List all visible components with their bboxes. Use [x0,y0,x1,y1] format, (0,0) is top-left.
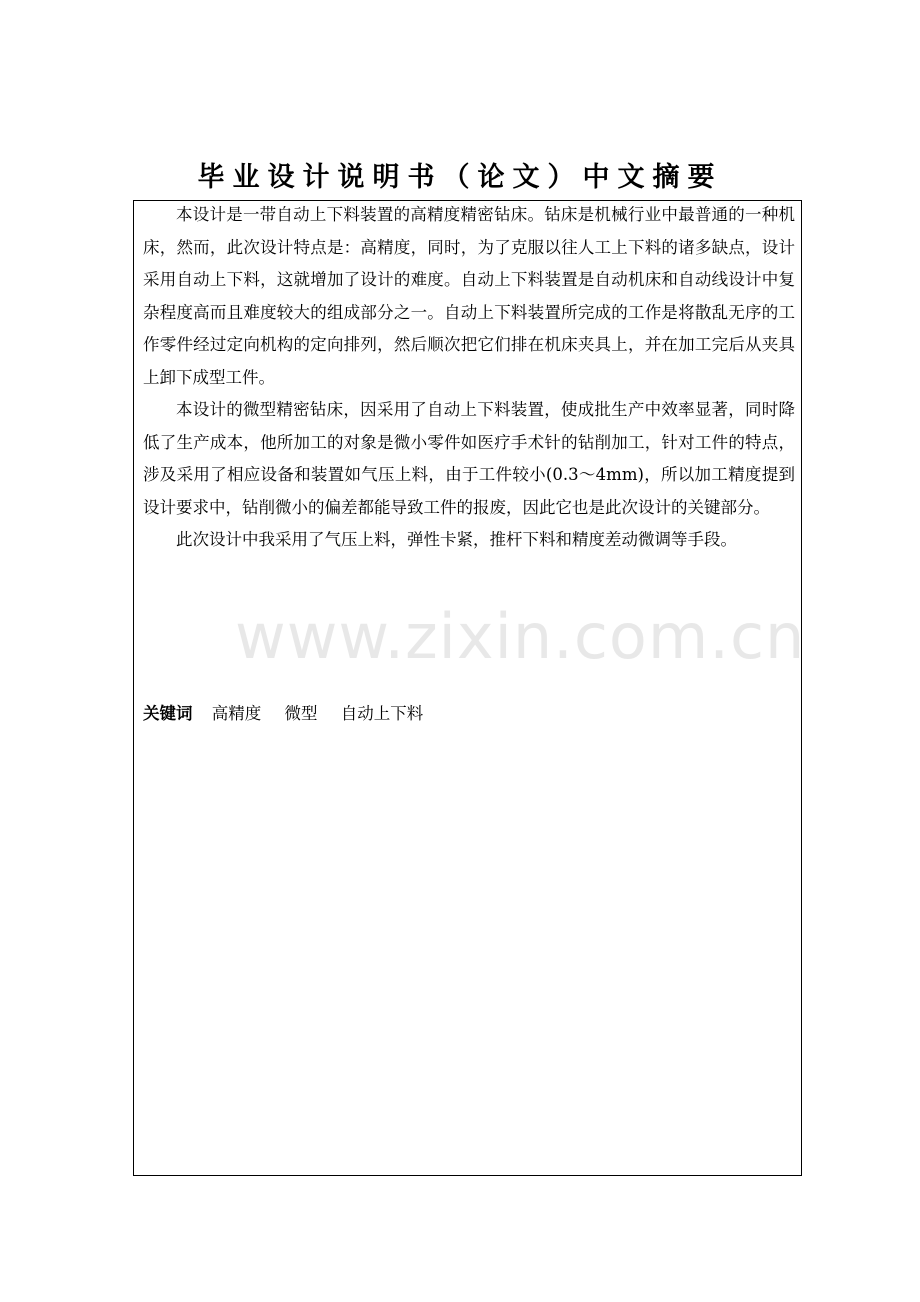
abstract-body [143,199,795,557]
keyword-item: 高精度 [211,704,262,723]
abstract-paragraph-3: 此次设计中我采用了气压上料，弹性卡紧，推杆下料和精度差动微调等手段。 [176,530,737,549]
keyword-item: 微型 [284,704,318,723]
abstract-paragraph-2: 本设计的微型精密钻床，因采用了自动上下料装置，使成批生产中效率显著，同时降低了生产成本，他所加工的对象是微小零件如医疗手术针的钻削加工，针对工件的特点，涉及采用了相应设备和装置如气压上料，由于工件较小(0.3～4mm)，所以加工精度提到设计要求中，钻削微小的偏差都能导致工件的报废，因此它也是此次设计的关键部分。 [143,400,795,517]
keyword-item: 自动上下料 [340,704,424,723]
keywords-label: 关键词 [143,704,193,723]
document-title: 毕业设计说明书（论文）中文摘要 [197,162,723,193]
keywords-line [143,698,441,730]
abstract-paragraph-1: 本设计是一带自动上下料装置的高精度精密钻床。钻床是机械行业中最普通的一种机床，然而，此次设计特点是：高精度，同时，为了克服以往人工上下料的诸多缺点，设计采用自动上下料，这就增加了设计的难度。自动上下料装置是自动机床和自动线设计中复杂程度高而且难度较大的组成部分之一。自动上下料装置所完成的工作是将散乱无序的工作零件经过定向机构的定向排列，然后顺次把它们排在机床夹具上，并在加工完后从夹具上卸下成型工件。 [143,205,795,387]
watermark: www.zixin.com.cn [235,600,806,673]
